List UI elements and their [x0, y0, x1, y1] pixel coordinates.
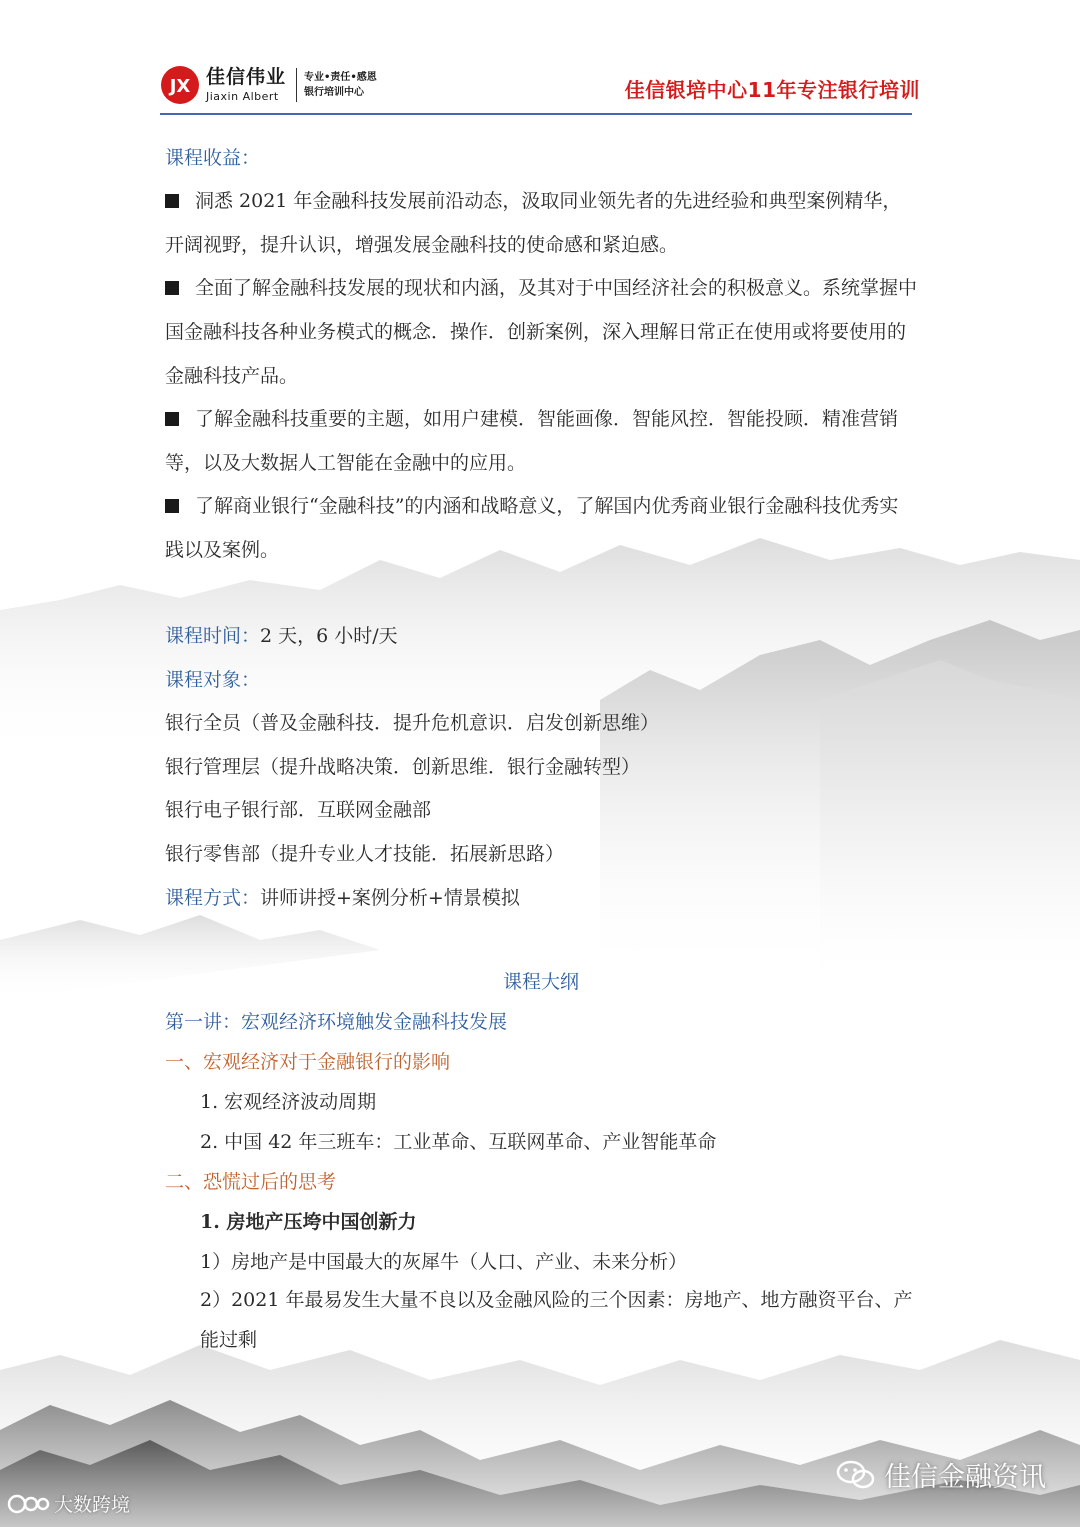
benefits-heading: 课程收益：	[165, 147, 261, 169]
wechat-icon	[836, 1458, 876, 1492]
logo-slogan	[304, 70, 377, 101]
audience-item: 银行管理层（提升战略决策．创新思维．银行金融转型）	[165, 756, 641, 778]
benefit-item-text: 全面了解金融科技发展的现状和内涵，及其对于中国经济社会的积极意义。系统掌握中国金融科技各种业务模式的概念．操作．创新案例，深入理解日常正在使用或将要使用的金融科技产品。	[165, 277, 918, 387]
slogan-line-2: 银行培训中心	[304, 87, 365, 98]
lecture-1-title: 第一讲：宏观经济环境触发金融科技发展	[165, 1011, 508, 1033]
section-2-point: 1）房地产是中国最大的灰犀牛（人口、产业、未来分析）	[200, 1251, 688, 1273]
square-bullet-icon	[165, 499, 179, 513]
course-time	[165, 614, 917, 658]
course-method-label: 课程方式：	[165, 887, 261, 909]
benefit-item-text: 了解商业银行“金融科技”的内涵和战略意义，了解国内优秀商业银行金融科技优秀实践以及案例。	[165, 495, 899, 561]
course-time-label: 课程时间：	[165, 625, 261, 647]
watermark-right	[836, 1455, 1046, 1494]
watermark-right-text: 佳信金融资讯	[884, 1462, 1046, 1493]
benefit-item	[165, 266, 917, 398]
section-2-subtitle: 1. 房地产压垮中国创新力	[200, 1211, 417, 1233]
jx-logo-icon	[160, 65, 200, 105]
logo-chinese-name: 佳信伟业	[206, 66, 287, 88]
square-bullet-icon	[165, 194, 179, 208]
logo-english-name: Jiaxin Albert	[206, 90, 279, 103]
course-method-value: 讲师讲授+案例分析+情景模拟	[260, 887, 520, 909]
course-method	[165, 876, 917, 920]
benefit-item	[165, 179, 917, 267]
platform-logo-icon	[6, 1493, 50, 1515]
square-bullet-icon	[165, 281, 179, 295]
course-time-value: 2 天，6 小时/天	[260, 625, 398, 647]
slogan-line-1: 专业•责任•感恩	[304, 71, 377, 83]
watermark-left-text: 大数跨境	[54, 1494, 131, 1516]
section-2-point: 2）2021 年最易发生大量不良以及金融风险的三个因素：房地产、地方融资平台、产能过剩	[200, 1289, 913, 1351]
section-2-title: 二、恐慌过后的思考	[165, 1171, 337, 1193]
watermark-left	[6, 1490, 130, 1517]
benefit-item-text: 了解金融科技重要的主题，如用户建模．智能画像．智能风控．智能投顾．精准营销等，以及大数据人工智能在金融中的应用。	[165, 408, 899, 474]
logo-name-block	[206, 68, 286, 102]
audience-item: 银行零售部（提升专业人才技能．拓展新思路）	[165, 843, 565, 865]
audience-item: 银行全员（普及金融科技．提升危机意识．启发创新思维）	[165, 712, 660, 734]
header-title: 佳信银培中心11年专注银行培训	[624, 78, 920, 102]
section-1-item: 1. 宏观经济波动周期	[200, 1091, 377, 1113]
company-logo	[160, 64, 377, 106]
benefit-item-text: 洞悉 2021 年金融科技发展前沿动态，汲取同业领先者的先进经验和典型案例精华，开阔视野，提升认识，增强发展金融科技的使命感和紧迫感。	[165, 190, 902, 256]
logo-mark-text: JX	[169, 76, 191, 97]
logo-divider	[296, 68, 297, 102]
benefit-item	[165, 484, 917, 572]
benefit-item	[165, 397, 917, 485]
section-1-title: 一、宏观经济对于金融银行的影响	[165, 1051, 451, 1073]
square-bullet-icon	[165, 412, 179, 426]
outline-title: 课程大纲	[502, 971, 579, 993]
audience-heading: 课程对象：	[165, 669, 261, 691]
audience-item: 银行电子银行部．互联网金融部	[165, 799, 432, 821]
section-1-item: 2. 中国 42 年三班车：工业革命、互联网革命、产业智能革命	[200, 1131, 717, 1153]
header-divider	[160, 113, 912, 115]
